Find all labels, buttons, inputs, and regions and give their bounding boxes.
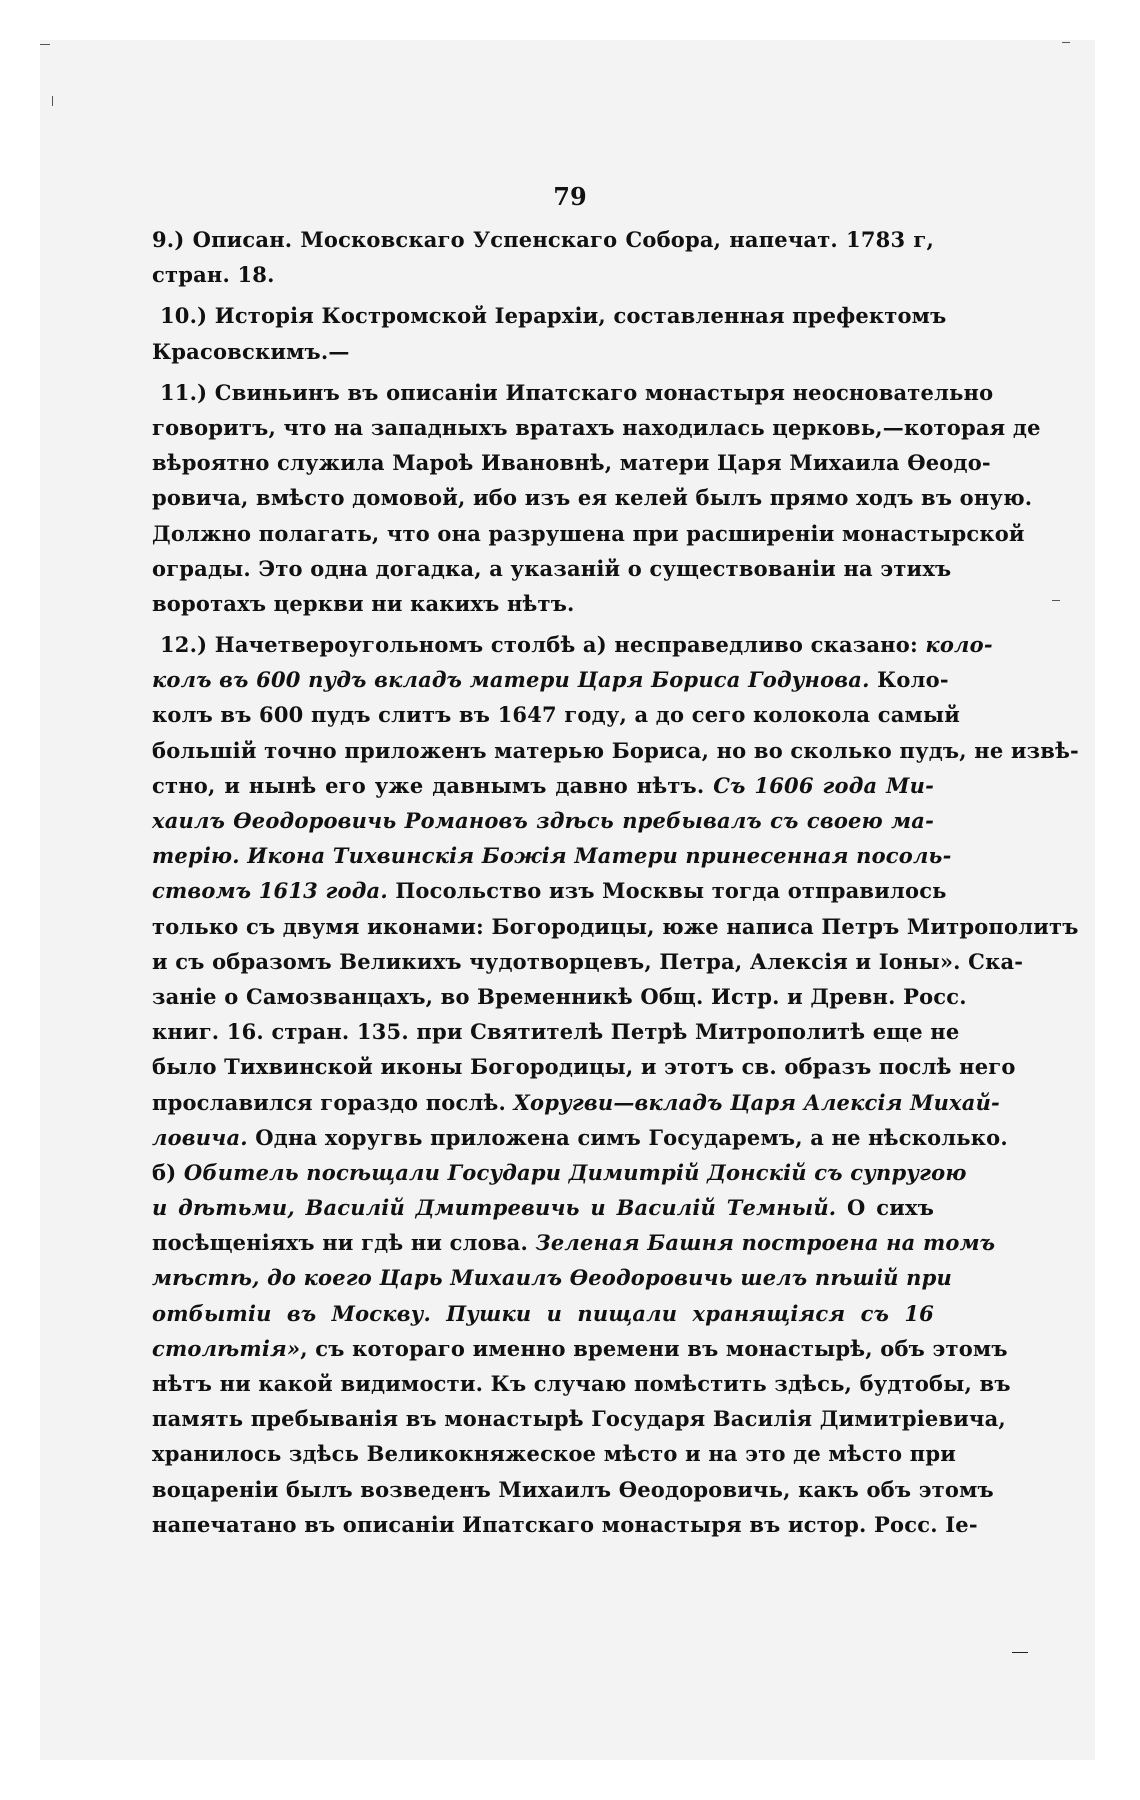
italic-text: Съ 1606 года Ми-: [713, 772, 934, 798]
text-line: [152, 334, 934, 369]
text-line: [152, 1436, 956, 1471]
text-span: память пребыванія въ монастырѣ Государя Василія Димитріевича,: [152, 1406, 1006, 1432]
italic-text: терію. Икона Тихвинскія Божія Матери принесенная посоль-: [152, 843, 952, 869]
text-line: [152, 733, 1079, 768]
text-span: ограды. Это одна догадка, а указаній о существованіи на этихъ: [152, 555, 952, 581]
text-span: Должно полагать, что она разрушена при расширеніи монастырской: [152, 520, 1025, 546]
text-line: [152, 838, 952, 873]
text-line: [152, 1507, 978, 1542]
text-span: Красовскимъ.—: [152, 338, 350, 364]
text-line: [152, 1190, 934, 1225]
italic-text: мѣстѣ, до коего Царь Михаилъ Ѳеодоровичь шелъ пѣшій при: [152, 1265, 952, 1291]
text-line: [152, 1260, 952, 1295]
text-span: колъ въ 600 пудъ слитъ въ 1647 году, а до сего колокола самый: [152, 702, 961, 728]
text-line: [152, 662, 949, 697]
scan-mark: [1052, 600, 1060, 601]
text-line: [152, 257, 934, 292]
italic-text: хаилъ Ѳеодоровичь Романовъ здѣсь пребывалъ съ своею ма-: [152, 808, 934, 833]
italic-text: Зеленая Башня построена на томъ: [535, 1230, 996, 1256]
text-span: стно, и нынѣ его уже давнымъ давно нѣтъ.: [152, 772, 714, 798]
text-span: 11.) Свиньинъ въ описаніи Ипатскаго монастыря неосновательно: [160, 379, 994, 405]
text-line: [152, 298, 947, 333]
page-number: 79: [553, 182, 587, 211]
italic-text: ствомъ 1613 года.: [152, 878, 388, 904]
text-span: книг. 16. стран. 135. при Святителѣ Петрѣ Митрополитѣ еще не: [152, 1019, 960, 1045]
text-span: только съ двумя иконами: Богородицы, юже написа Петръ Митрополитъ: [152, 913, 1079, 939]
text-span: О сихъ: [836, 1195, 934, 1221]
text-span: воротахъ церкви ни какихъ нѣтъ.: [152, 590, 575, 616]
text-line: [152, 410, 1041, 445]
italic-text: столѣтія»: [152, 1335, 301, 1361]
text-line: [152, 979, 967, 1014]
text-span: воцареніи былъ возведенъ Михаилъ Ѳеодоровичь, какъ объ этомъ: [152, 1476, 994, 1502]
text-line: [152, 873, 947, 908]
text-line: [152, 1155, 967, 1190]
text-line: [152, 222, 934, 257]
text-span: заніе о Самозванцахъ, во Временникѣ Общ. Истр. и Древн. Росс.: [152, 983, 967, 1009]
text-line: [152, 1225, 996, 1260]
scan-mark: [1062, 42, 1070, 43]
italic-text: колъ въ 600 пудъ вкладъ матери Царя Бориса Годунова.: [152, 667, 870, 693]
text-line: [152, 445, 991, 480]
text-line: [152, 1401, 1006, 1436]
text-span: хранилось здѣсь Великокняжеское мѣсто и на это де мѣсто при: [152, 1441, 956, 1467]
text-span: ровича, вмѣсто домовой, ибо изъ ея келей былъ прямо ходъ въ оную.: [152, 485, 1033, 511]
text-line: [152, 480, 1033, 515]
text-line: [152, 697, 961, 732]
text-line: [152, 1331, 1008, 1366]
text-span: Одна хоругвь приложена симъ Государемъ, а не нѣсколько.: [247, 1124, 1008, 1150]
italic-text: коло-: [925, 632, 993, 658]
text-line: [152, 803, 934, 838]
document-body: [152, 222, 1079, 1542]
text-line: [152, 909, 1079, 944]
text-line: [152, 944, 1024, 979]
text-span: 9.) Описан. Московскаго Успенскаго Собора, напечат. 1783 г,: [152, 227, 934, 252]
text-span: б): [152, 1159, 184, 1185]
text-span: , съ котораго именно времени въ монастырѣ, объ этомъ: [300, 1335, 1008, 1361]
italic-text: Обитель посѣщали Государи Димитрій Донскій съ супругою: [183, 1159, 967, 1185]
text-span: большій точно приложенъ матерью Бориса, но во сколько пудъ, не извѣ-: [152, 737, 1079, 763]
text-span: нѣтъ ни какой видимости. Къ случаю помѣстить здѣсь, будтобы, въ: [152, 1371, 1011, 1396]
italic-text: и дѣтьми, Василій Дмитревичь и Василій Темный.: [152, 1195, 837, 1221]
text-line: [152, 1120, 1008, 1155]
text-span: и съ образомъ Великихъ чудотворцевъ, Петра, Алексія и Іоны». Ска-: [152, 948, 1024, 974]
text-line: [152, 375, 994, 410]
text-line: [152, 1085, 1000, 1120]
text-span: Коло-: [869, 667, 949, 693]
text-span: 12.) Начетвероугольномъ столбѣ а) несправедливо сказано:: [160, 632, 926, 658]
scan-mark: [1012, 1652, 1028, 1653]
text-line: [152, 627, 993, 662]
text-span: напечатано въ описаніи Ипатскаго монастыря въ истор. Росс. Іе-: [152, 1511, 978, 1537]
text-line: [152, 1296, 934, 1331]
text-line: [152, 586, 934, 621]
text-span: посѣщеніяхъ ни гдѣ ни слова.: [152, 1230, 536, 1256]
italic-text: отбытіи въ Москву. Пушки и пищали хранящіяся съ 16: [152, 1300, 934, 1326]
italic-text: Хоругви—вкладъ Царя Алексія Михай-: [513, 1089, 1000, 1115]
text-line: [152, 1014, 960, 1049]
text-span: 10.) Исторія Костромской Іерархіи, составленная префектомъ: [160, 303, 947, 329]
scan-mark: [40, 44, 50, 45]
text-line: [152, 1472, 994, 1507]
text-line: [152, 551, 952, 586]
text-line: [152, 1366, 1011, 1401]
text-span: стран. 18.: [152, 262, 275, 288]
scan-mark: [52, 96, 53, 106]
text-span: было Тихвинской иконы Богородицы, и этотъ св. образъ послѣ него: [152, 1054, 1016, 1080]
text-line: [152, 516, 1025, 551]
text-span: прославился гораздо послѣ.: [152, 1089, 514, 1115]
text-line: [152, 1049, 1016, 1084]
text-span: говоритъ, что на западныхъ вратахъ находилась церковь,—которая де: [152, 414, 1041, 440]
text-line: [152, 768, 934, 803]
text-span: Посольство изъ Москвы тогда отправилось: [387, 878, 947, 904]
text-span: вѣроятно служила Мароѣ Ивановнѣ, матери Царя Михаила Ѳеодо-: [152, 450, 991, 476]
italic-text: ловича.: [152, 1124, 248, 1150]
